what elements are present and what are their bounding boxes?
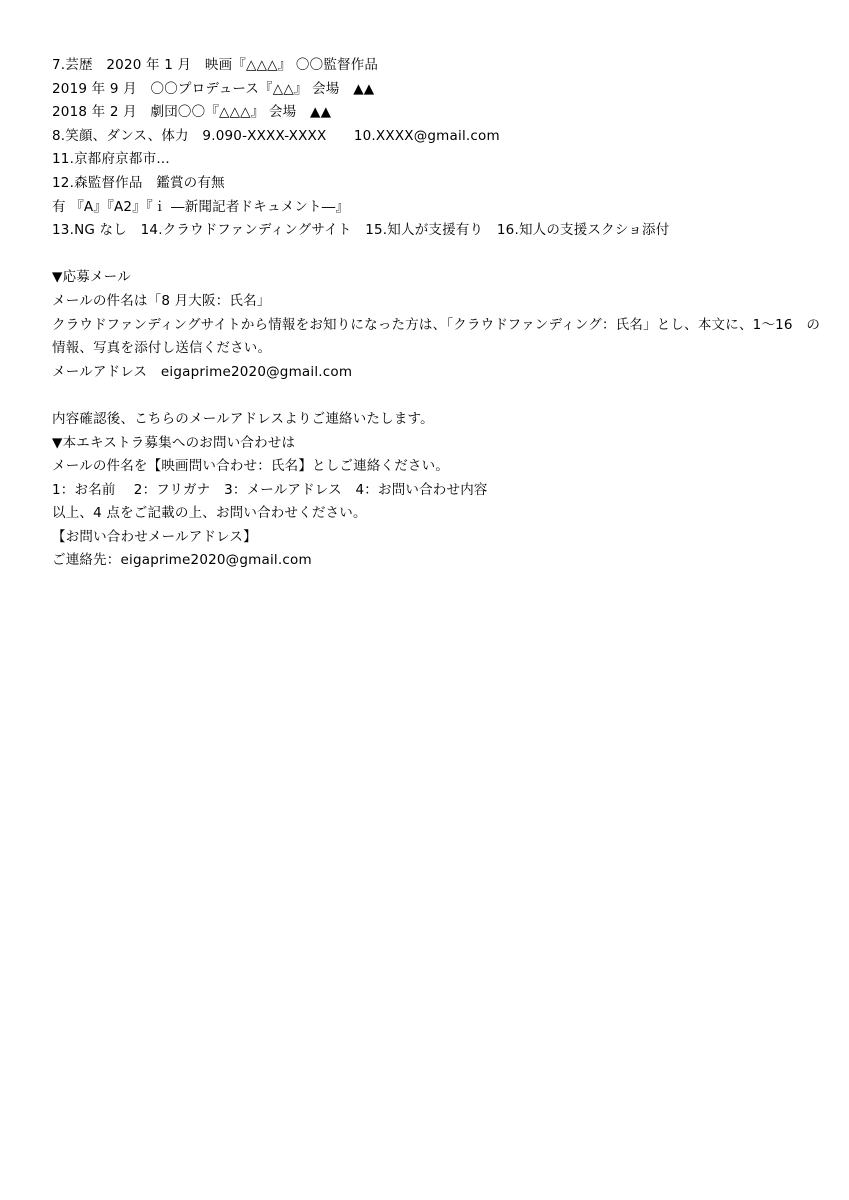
document-body <box>52 54 821 573</box>
career-line-2019: 2019 年 9 月 〇〇プロデュース『△△』 会場 ▲▲ <box>52 80 375 97</box>
inquiry-fields-line: 1：お名前 2：フリガナ 3：メールアドレス 4：お問い合わせ内容 <box>52 481 488 498</box>
blank-line <box>52 384 812 408</box>
application-mail-heading: ▼応募メール <box>52 269 131 286</box>
skills-phone-email-line: 8.笑顔、ダンス、体力 9.090-XXXX-XXXX 10.XXXX@gmail.com <box>52 127 500 144</box>
blank-line <box>52 243 812 267</box>
inquiry-heading: ▼本エキストラ募集へのお問い合わせは <box>52 434 296 451</box>
inquiry-instruction-line: 以上、4 点をご記載の上、お問い合わせください。 <box>52 505 367 522</box>
inquiry-email-heading: 【お問い合わせメールアドレス】 <box>52 528 257 545</box>
inquiry-subject-line: メールの件名を【映画問い合わせ：氏名】としご連絡ください。 <box>52 458 450 475</box>
application-email-line: メールアドレス eigaprime2020@gmail.com <box>52 363 353 380</box>
address-line: 11.京都府京都市… <box>52 151 170 168</box>
career-line-2018: 2018 年 2 月 劇団〇〇『△△△』 会場 ▲▲ <box>52 104 332 121</box>
attachment-instruction-line: 情報、写真を添付し送信ください。 <box>52 340 272 357</box>
mail-subject-line: メールの件名は「8 月大阪：氏名」 <box>52 292 271 309</box>
ng-support-line: 13.NG なし 14.クラウドファンディングサイト 15.知人が支援有り 16.知人の支援スクショ添付 <box>52 222 670 239</box>
film-titles-line: 有 『A』『A2』『ｉ ―新聞記者ドキュメント―』 <box>52 198 350 215</box>
confirmation-line: 内容確認後、こちらのメールアドレスよりご連絡いたします。 <box>52 410 434 427</box>
contact-email-line: ご連絡先：eigaprime2020@gmail.com <box>52 552 312 569</box>
career-line-2020: 7.芸歴 2020 年 1 月 映画『△△△』 〇〇監督作品 <box>52 57 379 73</box>
crowdfunding-instruction-line: クラウドファンディングサイトから情報をお知りになった方は、「クラウドファンディング：氏名」とし、本文に、1～16 の <box>52 316 821 333</box>
film-viewing-line: 12.森監督作品 鑑賞の有無 <box>52 174 225 191</box>
